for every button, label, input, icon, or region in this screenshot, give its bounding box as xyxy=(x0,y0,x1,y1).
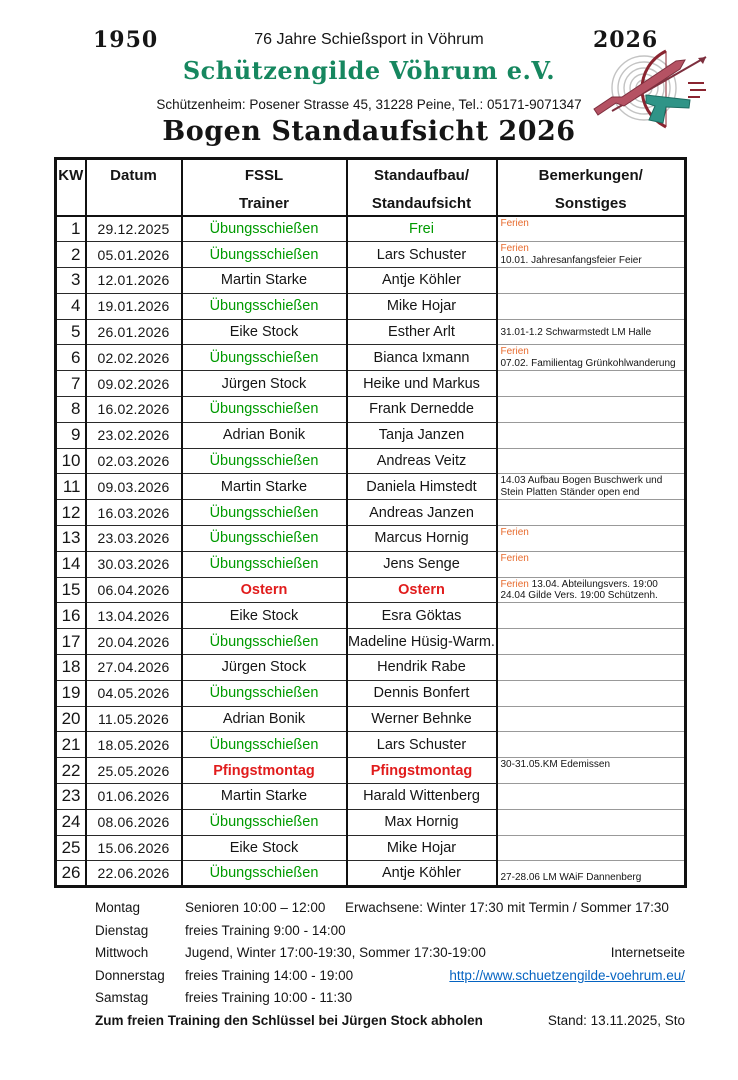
training-time-row xyxy=(95,968,685,983)
date-cell: 23.02.2026 xyxy=(86,422,182,448)
kw-cell: 16 xyxy=(56,603,86,629)
date-cell: 12.01.2026 xyxy=(86,268,182,294)
trainer-cell: Adrian Bonik xyxy=(182,706,347,732)
trainer-cell: Eike Stock xyxy=(182,319,347,345)
trainer-cell: Martin Starke xyxy=(182,268,347,294)
remark-cell xyxy=(497,551,686,577)
kw-cell: 9 xyxy=(56,422,86,448)
date-cell: 06.04.2026 xyxy=(86,577,182,603)
table-row xyxy=(56,345,686,371)
remark-cell xyxy=(497,268,686,294)
remark-cell xyxy=(497,242,686,268)
remark-cell xyxy=(497,629,686,655)
standaufsicht-cell: Werner Behnke xyxy=(347,706,497,732)
date-cell: 02.02.2026 xyxy=(86,345,182,371)
table-row xyxy=(56,319,686,345)
remark-text: Ferien xyxy=(500,578,529,590)
training-info: freies Training 14:00 - 19:00 xyxy=(185,967,354,983)
remark-line xyxy=(501,358,683,370)
key-note: Zum freien Training den Schlüssel bei Jürgen Stock abholen xyxy=(95,1012,483,1028)
weekday-label: Mittwoch xyxy=(95,945,149,960)
date-cell: 20.04.2026 xyxy=(86,629,182,655)
remark-text: Stein Platten Ständer open end xyxy=(500,486,640,498)
standaufsicht-cell: Madeline Hüsig-Warm. xyxy=(347,629,497,655)
trainer-cell: Übungsschießen xyxy=(182,500,347,526)
standaufsicht-cell: Harald Wittenberg xyxy=(347,784,497,810)
table-row xyxy=(56,784,686,810)
standaufsicht-cell: Lars Schuster xyxy=(347,242,497,268)
standaufsicht-cell: Ostern xyxy=(347,577,497,603)
standaufsicht-cell: Daniela Himstedt xyxy=(347,474,497,500)
standaufsicht-cell: Lars Schuster xyxy=(347,732,497,758)
table-row xyxy=(56,397,686,423)
training-info: freies Training 10:00 - 11:30 xyxy=(185,990,353,1005)
remark-line xyxy=(501,872,683,884)
trainer-cell: Übungsschießen xyxy=(182,629,347,655)
standaufsicht-cell: Andreas Veitz xyxy=(347,448,497,474)
standaufsicht-cell: Max Hornig xyxy=(347,809,497,835)
trainer-cell: Eike Stock xyxy=(182,603,347,629)
standaufsicht-cell: Bianca Ixmann xyxy=(347,345,497,371)
date-cell: 16.03.2026 xyxy=(86,500,182,526)
trainer-cell: Übungsschießen xyxy=(182,861,347,887)
standaufsicht-cell: Antje Köhler xyxy=(347,268,497,294)
remark-cell xyxy=(497,835,686,861)
remark-cell xyxy=(497,784,686,810)
remark-line xyxy=(501,590,683,602)
remark-text: 14.03 Aufbau Bogen Buschwerk und xyxy=(500,475,663,487)
date-cell: 19.01.2026 xyxy=(86,293,182,319)
kw-cell: 21 xyxy=(56,732,86,758)
table-row xyxy=(56,706,686,732)
trainer-cell: Übungsschießen xyxy=(182,345,347,371)
table-row xyxy=(56,835,686,861)
anniversary-subtitle: 76 Jahre Schießsport in Vöhrum xyxy=(254,31,484,48)
revision-date: Stand: 13.11.2025, Sto xyxy=(547,1012,685,1028)
training-info: freies Training 9:00 - 14:00 xyxy=(185,922,346,938)
trainer-cell: Übungsschießen xyxy=(182,809,347,835)
table-row xyxy=(56,680,686,706)
remark-cell xyxy=(497,397,686,423)
standaufsicht-cell: Hendrik Rabe xyxy=(347,655,497,681)
remark-cell xyxy=(497,422,686,448)
date-cell: 29.12.2025 xyxy=(86,216,182,242)
date-cell: 18.05.2026 xyxy=(86,732,182,758)
trainer-cell: Übungsschießen xyxy=(182,448,347,474)
date-cell: 22.06.2026 xyxy=(86,861,182,887)
remark-cell xyxy=(497,861,686,887)
website-label: Internetseite xyxy=(610,945,685,960)
table-row xyxy=(56,500,686,526)
date-cell: 25.05.2026 xyxy=(86,758,182,784)
trainer-cell: Übungsschießen xyxy=(182,397,347,423)
remark-cell xyxy=(497,732,686,758)
table-row xyxy=(56,603,686,629)
table-header-row xyxy=(56,159,686,217)
table-row xyxy=(56,577,686,603)
header-datum: Datum xyxy=(86,159,182,217)
key-note-row xyxy=(95,1013,685,1028)
remark-text: 13.04. Abteilungsvers. 19:00 xyxy=(528,578,658,590)
trainer-cell: Übungsschießen xyxy=(182,242,347,268)
remark-cell xyxy=(497,500,686,526)
kw-cell: 18 xyxy=(56,655,86,681)
schedule-table xyxy=(54,157,687,888)
kw-cell: 11 xyxy=(56,474,86,500)
training-time-row xyxy=(95,923,685,938)
remark-text: Ferien xyxy=(500,527,529,539)
club-name: Schützengilde Vöhrum e.V. xyxy=(182,56,556,85)
date-cell: 11.05.2026 xyxy=(86,706,182,732)
table-row xyxy=(56,655,686,681)
standaufsicht-cell: Esra Göktas xyxy=(347,603,497,629)
trainer-cell: Übungsschießen xyxy=(182,293,347,319)
trainer-cell: Übungsschießen xyxy=(182,526,347,552)
training-info-extra: Erwachsene: Winter 17:30 mit Termin / Sommer 17:30 xyxy=(345,900,669,915)
date-cell: 09.02.2026 xyxy=(86,371,182,397)
standaufsicht-cell: Heike und Markus xyxy=(347,371,497,397)
table-row xyxy=(56,216,686,242)
standaufsicht-cell: Dennis Bonfert xyxy=(347,680,497,706)
standaufsicht-cell: Marcus Hornig xyxy=(347,526,497,552)
table-row xyxy=(56,526,686,552)
remark-text: 27-28.06 LM WAiF Dannenberg xyxy=(500,871,642,883)
standaufsicht-cell: Antje Köhler xyxy=(347,861,497,887)
standaufsicht-cell: Mike Hojar xyxy=(347,835,497,861)
weekday-label: Samstag xyxy=(95,990,149,1005)
remark-cell xyxy=(497,809,686,835)
standaufsicht-cell: Frank Dernedde xyxy=(347,397,497,423)
training-time-row xyxy=(95,990,685,1005)
kw-cell: 26 xyxy=(56,861,86,887)
remark-cell xyxy=(497,603,686,629)
schedule-lines xyxy=(95,900,685,1005)
remark-cell xyxy=(497,680,686,706)
trainer-cell: Martin Starke xyxy=(182,784,347,810)
remark-cell xyxy=(497,319,686,345)
date-cell: 09.03.2026 xyxy=(86,474,182,500)
remark-text: Ferien xyxy=(500,218,529,229)
remark-line xyxy=(501,553,683,565)
table-row xyxy=(56,448,686,474)
training-time-row xyxy=(95,900,685,915)
remark-line xyxy=(501,243,683,255)
weekday-label: Montag xyxy=(95,900,141,915)
date-cell: 16.02.2026 xyxy=(86,397,182,423)
remark-text: 07.02. Familientag Grünkohlwanderung xyxy=(500,357,676,369)
kw-cell: 3 xyxy=(56,268,86,294)
remark-line xyxy=(501,346,683,358)
remark-text: Ferien xyxy=(500,346,529,358)
weekday-label: Donnerstag xyxy=(95,967,165,983)
website-link[interactable]: http://www.schuetzengilde-voehrum.eu/ xyxy=(449,967,685,983)
trainer-cell: Martin Starke xyxy=(182,474,347,500)
remark-line xyxy=(501,579,683,591)
kw-cell: 1 xyxy=(56,216,86,242)
date-cell: 01.06.2026 xyxy=(86,784,182,810)
date-cell: 27.04.2026 xyxy=(86,655,182,681)
table-row xyxy=(56,242,686,268)
table-row xyxy=(56,809,686,835)
date-cell: 05.01.2026 xyxy=(86,242,182,268)
trainer-cell: Adrian Bonik xyxy=(182,422,347,448)
kw-cell: 22 xyxy=(56,758,86,784)
remark-cell xyxy=(497,371,686,397)
date-cell: 04.05.2026 xyxy=(86,680,182,706)
kw-cell: 10 xyxy=(56,448,86,474)
training-info: Jugend, Winter 17:00-19:30, Sommer 17:30-19:00 xyxy=(185,945,486,960)
standaufsicht-cell: Frei xyxy=(347,216,497,242)
remark-cell xyxy=(497,526,686,552)
date-cell: 02.03.2026 xyxy=(86,448,182,474)
remark-text: Ferien xyxy=(500,243,529,255)
date-cell: 13.04.2026 xyxy=(86,603,182,629)
kw-cell: 24 xyxy=(56,809,86,835)
trainer-cell: Eike Stock xyxy=(182,835,347,861)
remark-text: Ferien xyxy=(500,552,529,564)
club-logo-icon xyxy=(586,45,714,133)
trainer-cell: Pfingstmontag xyxy=(182,758,347,784)
kw-cell: 23 xyxy=(56,784,86,810)
header-standaufbau: Standaufbau/ Standaufsicht xyxy=(347,159,497,217)
remark-line xyxy=(501,218,683,230)
table-row xyxy=(56,629,686,655)
kw-cell: 20 xyxy=(56,706,86,732)
remark-cell xyxy=(497,293,686,319)
remark-line xyxy=(501,759,683,771)
training-times xyxy=(95,900,685,1028)
kw-cell: 2 xyxy=(56,242,86,268)
founding-year: 1950 xyxy=(93,27,159,53)
remark-cell xyxy=(497,577,686,603)
remark-cell xyxy=(497,706,686,732)
date-cell: 23.03.2026 xyxy=(86,526,182,552)
kw-cell: 6 xyxy=(56,345,86,371)
remark-cell xyxy=(497,345,686,371)
trainer-cell: Jürgen Stock xyxy=(182,371,347,397)
remark-line xyxy=(501,527,683,539)
date-cell: 26.01.2026 xyxy=(86,319,182,345)
remark-text: 24.04 Gilde Vers. 19:00 Schützenh. xyxy=(500,590,658,602)
kw-cell: 14 xyxy=(56,551,86,577)
standaufsicht-cell: Mike Hojar xyxy=(347,293,497,319)
standaufsicht-cell: Tanja Janzen xyxy=(347,422,497,448)
training-time-row xyxy=(95,945,685,960)
table-row xyxy=(56,293,686,319)
kw-cell: 12 xyxy=(56,500,86,526)
remark-text: 31.01-1.2 Schwarmstedt LM Halle xyxy=(500,326,652,338)
table-row xyxy=(56,551,686,577)
trainer-cell: Übungsschießen xyxy=(182,680,347,706)
kw-cell: 17 xyxy=(56,629,86,655)
date-cell: 15.06.2026 xyxy=(86,835,182,861)
remark-text: 30-31.05.KM Edemissen xyxy=(500,759,611,771)
kw-cell: 25 xyxy=(56,835,86,861)
table-row xyxy=(56,758,686,784)
header-fssl-trainer: FSSL Trainer xyxy=(182,159,347,217)
header-kw: KW xyxy=(56,159,86,217)
table-row xyxy=(56,268,686,294)
remark-line xyxy=(501,255,683,267)
current-year: 2026 xyxy=(593,27,659,53)
remark-cell xyxy=(497,474,686,500)
trainer-cell: Übungsschießen xyxy=(182,551,347,577)
weekday-label: Dienstag xyxy=(95,922,149,938)
header-bemerkungen: Bemerkungen/ Sonstiges xyxy=(497,159,686,217)
table-row xyxy=(56,371,686,397)
table-row xyxy=(56,861,686,887)
remark-cell xyxy=(497,655,686,681)
remark-cell xyxy=(497,448,686,474)
schedule-table-body xyxy=(56,216,686,887)
trainer-cell: Ostern xyxy=(182,577,347,603)
kw-cell: 4 xyxy=(56,293,86,319)
kw-cell: 19 xyxy=(56,680,86,706)
remark-cell xyxy=(497,758,686,784)
date-cell: 08.06.2026 xyxy=(86,809,182,835)
remark-line xyxy=(501,487,683,499)
page-title: Bogen Standaufsicht 2026 xyxy=(162,116,576,147)
table-row xyxy=(56,474,686,500)
remark-cell xyxy=(497,216,686,242)
trainer-cell: Jürgen Stock xyxy=(182,655,347,681)
kw-cell: 15 xyxy=(56,577,86,603)
kw-cell: 8 xyxy=(56,397,86,423)
remark-text: 10.01. Jahresanfangsfeier Feier xyxy=(500,254,642,266)
standaufsicht-cell: Pfingstmontag xyxy=(347,758,497,784)
date-cell: 30.03.2026 xyxy=(86,551,182,577)
remark-line xyxy=(501,327,683,339)
training-info: Senioren 10:00 – 12:00 xyxy=(185,900,326,915)
kw-cell: 5 xyxy=(56,319,86,345)
kw-cell: 13 xyxy=(56,526,86,552)
remark-line xyxy=(501,475,683,487)
trainer-cell: Übungsschießen xyxy=(182,216,347,242)
standaufsicht-cell: Esther Arlt xyxy=(347,319,497,345)
club-address: Schützenheim: Posener Strasse 45, 31228 Peine, Tel.: 05171-9071347 xyxy=(156,97,582,112)
table-row xyxy=(56,732,686,758)
standaufsicht-cell: Jens Senge xyxy=(347,551,497,577)
trainer-cell: Übungsschießen xyxy=(182,732,347,758)
table-row xyxy=(56,422,686,448)
kw-cell: 7 xyxy=(56,371,86,397)
standaufsicht-cell: Andreas Janzen xyxy=(347,500,497,526)
